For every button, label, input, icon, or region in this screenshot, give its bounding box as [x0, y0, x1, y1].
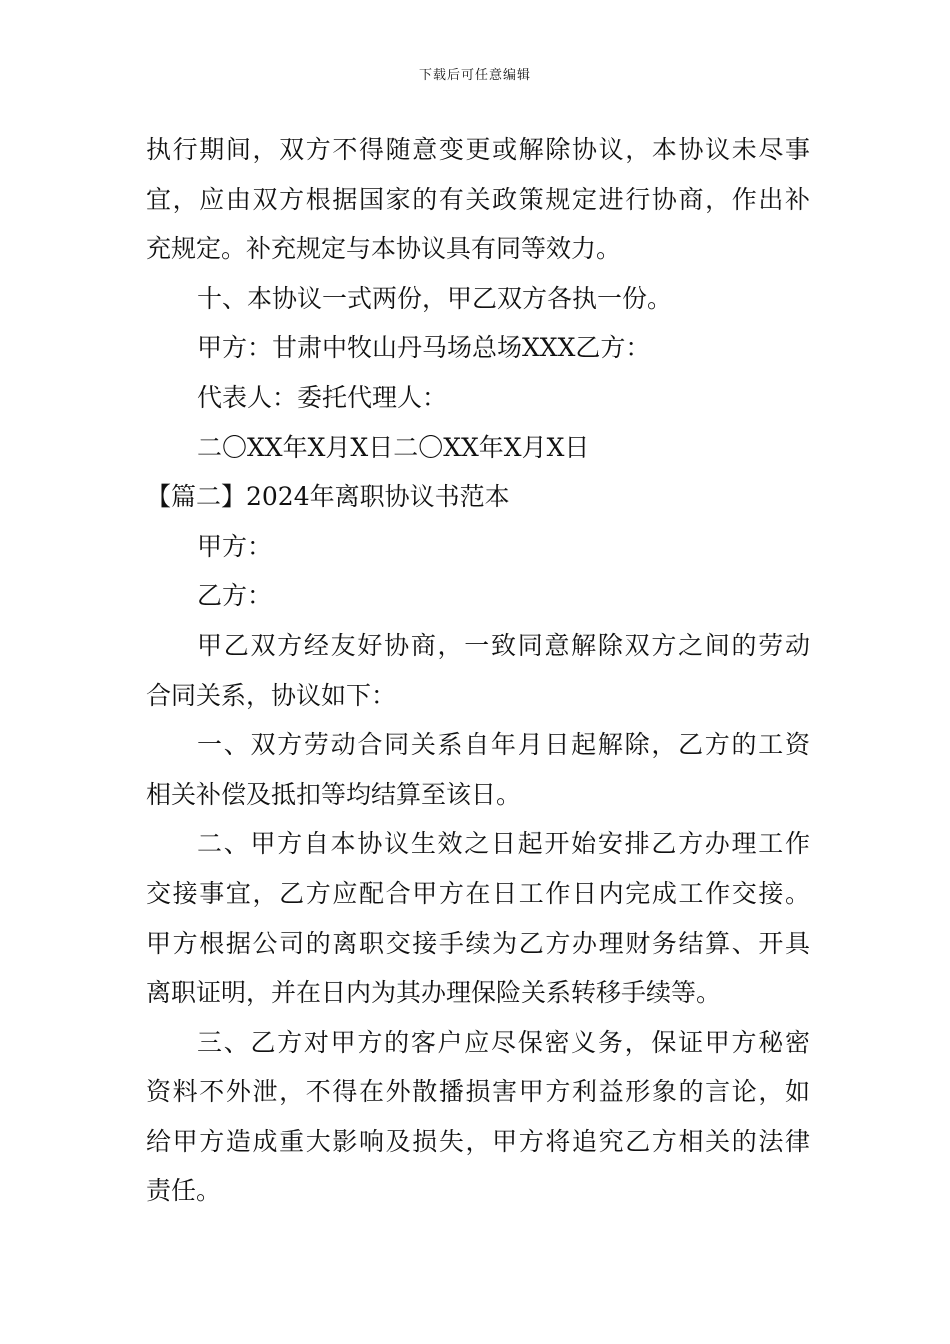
paragraph-line: 宜，应由双方根据国家的有关政策规定进行协商，作出补 [146, 184, 810, 214]
party-a-label: 甲方： [197, 531, 273, 561]
date-line: 二〇XX年X月X日二〇XX年X月X日 [197, 432, 590, 462]
document-body [146, 125, 810, 1216]
clause-two-line: 交接事宜，乙方应配合甲方在日工作日内完成工作交接。 [146, 878, 810, 908]
clause-two-line: 离职证明，并在日内为其办理保险关系转移手续等。 [146, 978, 722, 1008]
clause-three-line: 责任。 [146, 1176, 222, 1206]
paragraph-line: 甲乙双方经友好协商，一致同意解除双方之间的劳动 [197, 630, 810, 660]
clause-one-line: 一、双方劳动合同关系自年月日起解除，乙方的工资 [197, 730, 810, 760]
section-heading: 【篇二】2024年离职协议书范本 [146, 482, 510, 512]
clause-two-line: 甲方根据公司的离职交接手续为乙方办理财务结算、开具 [146, 928, 810, 958]
paragraph-line: 充规定。补充规定与本协议具有同等效力。 [146, 234, 622, 264]
party-a-signature-line: 甲方：甘肃中牧山丹马场总场XXX乙方： [197, 333, 651, 363]
clause-ten-line: 十、本协议一式两份，甲乙双方各执一份。 [197, 283, 673, 313]
clause-three-line: 三、乙方对甲方的客户应尽保密义务，保证甲方秘密 [197, 1027, 810, 1057]
clause-one-line: 相关补偿及抵扣等均结算至该日。 [146, 779, 522, 809]
party-b-label: 乙方： [197, 581, 273, 611]
clause-two-line: 二、甲方自本协议生效之日起开始安排乙方办理工作 [197, 829, 810, 859]
clause-three-line: 资料不外泄，不得在外散播损害甲方利益形象的言论，如 [146, 1077, 810, 1107]
clause-three-line: 给甲方造成重大影响及损失，甲方将追究乙方相关的法律 [146, 1126, 810, 1156]
page-header-note: 下载后可任意编辑 [418, 68, 531, 83]
representative-line: 代表人：委托代理人： [197, 382, 448, 412]
paragraph-line: 合同关系，协议如下： [146, 680, 397, 710]
paragraph-line: 执行期间，双方不得随意变更或解除协议，本协议未尽事 [146, 135, 810, 164]
